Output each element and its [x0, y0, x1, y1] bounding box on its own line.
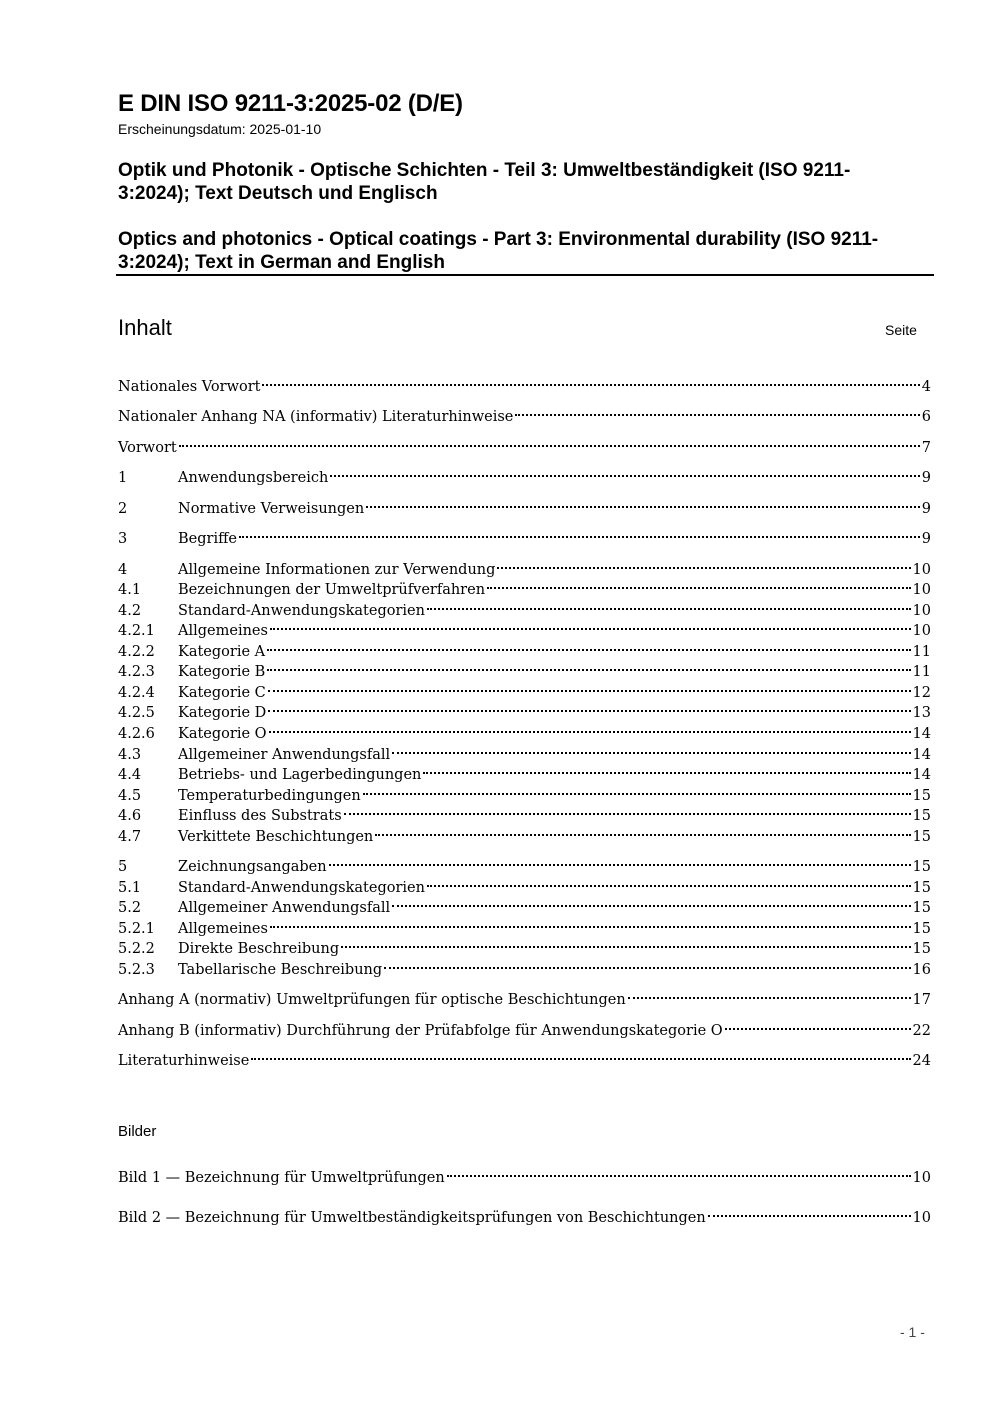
- toc-dot-leader: [375, 821, 910, 841]
- toc-entry-page: 10: [912, 1170, 931, 1186]
- toc-entry[interactable]: [118, 851, 931, 875]
- toc-dot-leader: [708, 1202, 911, 1222]
- toc-entry-title: Allgemeiner Anwendungsfall: [178, 900, 391, 916]
- toc-dot-leader: [341, 933, 910, 953]
- toc-entry-title: Kategorie B: [178, 664, 266, 680]
- toc-entry-number: 4.2.1: [118, 623, 155, 639]
- toc-entry[interactable]: [118, 615, 931, 639]
- toc-dot-leader: [515, 401, 919, 421]
- toc-entry-page: 9: [921, 470, 931, 486]
- toc-entry-title: Zeichnungsangaben: [178, 859, 327, 875]
- toc-entry-number: 4.7: [118, 829, 142, 845]
- toc-entry-page: 7: [921, 440, 931, 456]
- toc-entry-page: 15: [912, 829, 931, 845]
- toc-dot-leader: [269, 718, 911, 738]
- toc-entry[interactable]: [118, 401, 931, 425]
- toc-entry-number: 4.1: [118, 582, 142, 598]
- toc-entry[interactable]: [118, 1202, 931, 1226]
- toc-entry-number: 5.2.1: [118, 921, 155, 937]
- toc-entry-page: 15: [912, 859, 931, 875]
- toc-entry-number: 2: [118, 501, 128, 517]
- toc-dot-leader: [392, 739, 910, 759]
- toc-entry-page: 9: [921, 501, 931, 517]
- toc-entry-page: 15: [912, 941, 931, 957]
- toc-entry-page: 13: [912, 705, 931, 721]
- subtitle-english: Optics and photonics - Optical coatings - Part 3: Environmental durability (ISO 9211-3:2024); Text in German and English: [118, 229, 879, 273]
- toc-entry[interactable]: [118, 493, 931, 517]
- toc-entry-title: Bezeichnungen der Umweltprüfverfahren: [178, 582, 486, 598]
- toc-entry-title: Kategorie C: [178, 685, 266, 701]
- figures-heading: Bilder: [118, 1123, 157, 1140]
- toc-entry-title: Standard-Anwendungskategorien: [178, 603, 425, 619]
- toc-dot-leader: [497, 554, 910, 574]
- toc-entry-title: Bild 1 — Bezeichnung für Umweltprüfungen: [118, 1170, 445, 1186]
- toc-entry[interactable]: [118, 1162, 931, 1186]
- toc-entry[interactable]: [118, 872, 931, 896]
- toc-entry-number: 3: [118, 531, 128, 547]
- toc-entry-title: Einfluss des Substrats: [178, 808, 342, 824]
- toc-entry[interactable]: [118, 523, 931, 547]
- toc-entry-title: Verkittete Beschichtungen: [178, 829, 374, 845]
- toc-dot-leader: [251, 1045, 910, 1065]
- toc-entry-page: 10: [912, 623, 931, 639]
- toc-dot-leader: [487, 574, 911, 594]
- toc-page-column-label: Seite: [885, 322, 917, 338]
- toc-entry-page: 10: [912, 562, 931, 578]
- toc-entry[interactable]: [118, 432, 931, 456]
- toc-entry-page: 22: [912, 1023, 931, 1039]
- toc-entry[interactable]: [118, 1045, 931, 1069]
- toc-entry[interactable]: [118, 697, 931, 721]
- toc-dot-leader: [725, 1015, 911, 1035]
- toc-entry-title: Anhang A (normativ) Umweltprüfungen für optische Beschichtungen: [118, 992, 626, 1008]
- document-title: E DIN ISO 9211-3:2025-02 (D/E): [118, 90, 463, 117]
- toc-entry-title: Begriffe: [178, 531, 237, 547]
- toc-dot-leader: [363, 780, 911, 800]
- toc-entry[interactable]: [118, 739, 931, 763]
- toc-dot-leader: [392, 892, 910, 912]
- toc-entry[interactable]: [118, 780, 931, 804]
- toc-entry-number: 4.2.4: [118, 685, 155, 701]
- toc-dot-leader: [179, 432, 920, 452]
- toc-dot-leader: [329, 851, 911, 871]
- toc-entry-title: Nationales Vorwort: [118, 379, 261, 395]
- toc-entry-title: Bild 2 — Bezeichnung für Umweltbeständigkeitsprüfungen von Beschichtungen: [118, 1210, 706, 1226]
- toc-entry-page: 9: [921, 531, 931, 547]
- toc-entry-page: 14: [912, 747, 931, 763]
- toc-entry-number: 5.2.3: [118, 962, 155, 978]
- toc-entry-page: 15: [912, 808, 931, 824]
- toc-dot-leader: [270, 913, 911, 933]
- toc-entry-number: 5: [118, 859, 128, 875]
- toc-dot-leader: [447, 1162, 911, 1182]
- toc-dot-leader: [423, 759, 910, 779]
- toc-entry-number: 4.2.6: [118, 726, 155, 742]
- toc-entry-page: 14: [912, 767, 931, 783]
- toc-dot-leader: [628, 984, 911, 1004]
- toc-entry-number: 4: [118, 562, 128, 578]
- toc-entry-title: Kategorie O: [178, 726, 267, 742]
- toc-entry-page: 15: [912, 921, 931, 937]
- toc-dot-leader: [344, 800, 911, 820]
- toc-entry[interactable]: [118, 954, 931, 978]
- toc-entry[interactable]: [118, 821, 931, 845]
- toc-entry-title: Standard-Anwendungskategorien: [178, 880, 425, 896]
- toc-entry-title: Vorwort: [118, 440, 177, 456]
- toc-dot-leader: [268, 697, 910, 717]
- page-number: - 1 -: [900, 1324, 925, 1340]
- toc-dot-leader: [268, 677, 911, 697]
- toc-entry-number: 5.2.2: [118, 941, 155, 957]
- toc-entry[interactable]: [118, 892, 931, 916]
- toc-entry-title: Allgemeines: [178, 921, 268, 937]
- toc-entry-page: 15: [912, 880, 931, 896]
- toc-entry-page: 15: [912, 788, 931, 804]
- toc-entry-page: 11: [912, 664, 931, 680]
- toc-dot-leader: [267, 656, 910, 676]
- toc-entry-number: 1: [118, 470, 128, 486]
- toc-entry[interactable]: [118, 984, 931, 1008]
- toc-entry[interactable]: [118, 933, 931, 957]
- toc-dot-leader: [262, 371, 919, 391]
- toc-dot-leader: [427, 872, 911, 892]
- toc-entry-number: 5.2: [118, 900, 142, 916]
- toc-entry-page: 10: [912, 582, 931, 598]
- toc-entry-page: 14: [912, 726, 931, 742]
- toc-dot-leader: [330, 462, 919, 482]
- toc-entry-title: Tabellarische Beschreibung: [178, 962, 383, 978]
- toc-entry[interactable]: [118, 1015, 931, 1039]
- toc-heading: Inhalt: [118, 315, 172, 340]
- toc-dot-leader: [384, 954, 910, 974]
- publication-date: Erscheinungsdatum: 2025-01-10: [118, 121, 322, 137]
- toc-entry[interactable]: [118, 574, 931, 598]
- toc-entry-title: Kategorie A: [178, 644, 266, 660]
- toc-entry[interactable]: [118, 677, 931, 701]
- toc-entry-title: Betriebs- und Lagerbedingungen: [178, 767, 422, 783]
- toc-entry[interactable]: [118, 800, 931, 824]
- toc-entry-page: 10: [912, 603, 931, 619]
- toc-entry-title: Temperaturbedingungen: [178, 788, 361, 804]
- toc-entry-page: 4: [921, 379, 931, 395]
- toc-entry-title: Allgemeine Informationen zur Verwendung: [178, 562, 496, 578]
- toc-entry-page: 17: [912, 992, 931, 1008]
- toc-entry-page: 10: [912, 1210, 931, 1226]
- toc-entry-number: 4.2.5: [118, 705, 155, 721]
- toc-entry[interactable]: [118, 913, 931, 937]
- toc-entry-page: 15: [912, 900, 931, 916]
- toc-entry-title: Nationaler Anhang NA (informativ) Literaturhinweise: [118, 409, 514, 425]
- subtitle-german: Optik und Photonik - Optische Schichten - Teil 3: Umweltbeständigkeit (ISO 9211-3:2024); Text Deutsch und Englisch: [118, 160, 851, 204]
- toc-entry-title: Anwendungsbereich: [178, 470, 329, 486]
- toc-entry[interactable]: [118, 656, 931, 680]
- toc-entry[interactable]: [118, 462, 931, 486]
- toc-entry-title: Allgemeiner Anwendungsfall: [178, 747, 391, 763]
- toc-entry-title: Kategorie D: [178, 705, 267, 721]
- toc-entry-page: 24: [912, 1053, 931, 1069]
- toc-entry-title: Allgemeines: [178, 623, 268, 639]
- toc-dot-leader: [239, 523, 920, 543]
- toc-entry-title: Literaturhinweise: [118, 1053, 250, 1069]
- toc-entry-number: 4.5: [118, 788, 142, 804]
- toc-dot-leader: [270, 615, 911, 635]
- header-divider: [116, 274, 934, 276]
- toc-entry-title: Normative Verweisungen: [178, 501, 365, 517]
- toc-entry-number: 4.6: [118, 808, 142, 824]
- toc-entry-number: 4.4: [118, 767, 142, 783]
- toc-entry[interactable]: [118, 759, 931, 783]
- toc-dot-leader: [427, 595, 911, 615]
- toc-entry-number: 5.1: [118, 880, 142, 896]
- toc-entry-number: 4.2.3: [118, 664, 155, 680]
- toc-entry-page: 11: [912, 644, 931, 660]
- toc-entry-page: 6: [921, 409, 931, 425]
- toc-dot-leader: [267, 636, 910, 656]
- toc-entry-number: 4.2: [118, 603, 142, 619]
- toc-entry-title: Direkte Beschreibung: [178, 941, 340, 957]
- toc-entry[interactable]: [118, 371, 931, 395]
- toc-entry[interactable]: [118, 595, 931, 619]
- toc-entry-page: 12: [912, 685, 931, 701]
- toc-dot-leader: [366, 493, 920, 513]
- toc-entry-title: Anhang B (informativ) Durchführung der Prüfabfolge für Anwendungskategorie O: [118, 1023, 723, 1039]
- toc-entry[interactable]: [118, 636, 931, 660]
- toc-entry-number: 4.3: [118, 747, 142, 763]
- toc-entry-page: 16: [912, 962, 931, 978]
- toc-entry[interactable]: [118, 718, 931, 742]
- toc-entry-number: 4.2.2: [118, 644, 155, 660]
- toc-entry[interactable]: [118, 554, 931, 578]
